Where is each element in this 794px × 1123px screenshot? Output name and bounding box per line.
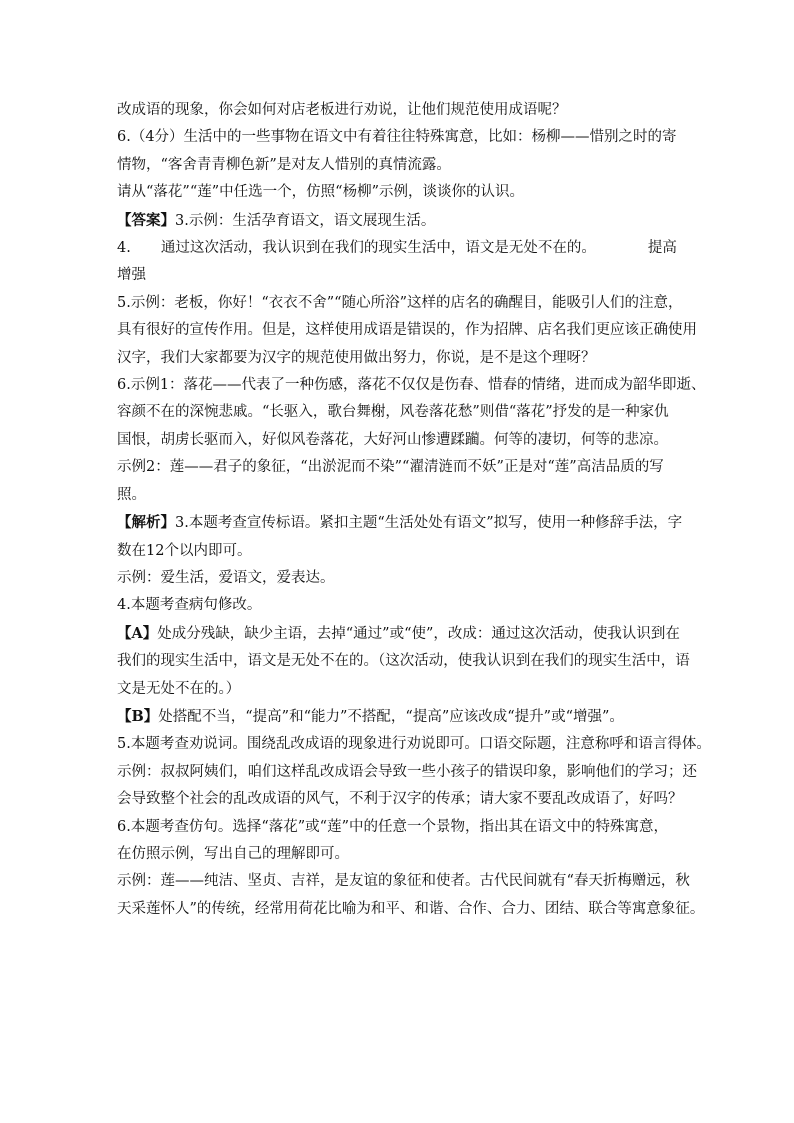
analysis-3-text: 3.本题考查宣传标语。紧扣主题“生活处处有语文”拟写，使用一种修辞手法，字 — [175, 515, 683, 532]
answer-4-line — [117, 235, 685, 262]
question-6-line-1: 6.（4分）生活中的一些事物在语文中有着往往特殊寓意，比如：杨柳——惜别之时的寄 — [117, 129, 677, 146]
answer-5-line-3: 汉字，我们大家都要为汉字的规范使用做出努力，你说，是不是这个理呀？ — [117, 349, 596, 366]
analysis-a-line-3: 文是无处不在的。） — [117, 680, 241, 697]
answer-6-line-3: 国恨，胡虏长驱而入，好似风卷落花，大好河山惨遭蹂躏。何等的凄切，何等的悲凉。 — [117, 431, 668, 448]
analysis-a-line-1 — [117, 620, 685, 648]
analysis-5-line-1: 5.本题考查劝说词。围绕乱改成语的现象进行劝说即可。口语交际题，注意称呼和语言得体。 — [117, 736, 711, 753]
answer-3-text: 3.示例：生活孕育语文，语文展现生活。 — [175, 212, 436, 229]
analysis-b-line — [117, 703, 685, 731]
analysis-a-text: 处成分残缺，缺少主语，去掉“通过”或“使”，改成：通过这次活动，使我认识到在 — [157, 625, 680, 642]
answer-4-number: 4. — [117, 240, 131, 257]
analysis-a-line-2: 我们的现实生活中，语文是无处不在的。（这次活动，使我认识到在我们的现实生活中，语 — [117, 653, 690, 670]
answer-4-text: 通过这次活动，我认识到在我们的现实生活中，语文是无处不在的。 — [160, 240, 596, 257]
analysis-b-text: 处搭配不当，“提高”和“能力”不搭配，“提高”应该改成“提升”或“增强”。 — [158, 708, 624, 725]
analysis-5-line-3: 会导致整个社会的乱改成语的风气，不利于汉字的传承；请大家不要乱改成语了，好吗？ — [117, 791, 683, 808]
answer-4-word-2: 增强 — [117, 267, 146, 284]
analysis-5-line-2: 示例：叔叔阿姨们，咱们这样乱改成语会导致一些小孩子的错误印象，影响他们的学习；还 — [117, 763, 697, 780]
analysis-line-2: 数在12个以内即可。 — [117, 542, 252, 559]
question-6-line-2: 情物，“客舍青青柳色新”是对友人惜别的真情流露。 — [117, 156, 451, 173]
answer-tag: 【答案】 — [117, 211, 175, 229]
question-6-line-3: 请从“落花”“莲”中任选一个，仿照“杨柳”示例，谈谈你的认识。 — [117, 184, 524, 201]
answer-6-line-1: 6.示例1：落花——代表了一种伤感，落花不仅仅是伤春、惜春的情绪，进而成为韶华即逝、 — [117, 377, 706, 394]
analysis-line-1 — [117, 509, 685, 537]
answer-3-line — [117, 207, 685, 235]
analysis-tag: 【解析】 — [117, 514, 175, 532]
answer-6-line-5: 照。 — [117, 486, 146, 503]
analysis-a-tag: 【A】 — [117, 624, 158, 642]
analysis-line-3: 示例：爱生活，爱语文，爱表达。 — [117, 569, 335, 586]
analysis-6-line-1: 6.本题考查仿句。选择“落花”或“莲”中的任意一个景物，指出其在语文中的特殊寓意， — [117, 818, 668, 835]
analysis-6-line-2: 在仿照示例，写出自己的理解即可。 — [117, 845, 349, 862]
answer-6-line-2: 容颜不在的深惋悲戚。“长驱入，歌台舞榭，风卷落花愁”则借“落花”抒发的是一种家仇 — [117, 404, 669, 421]
analysis-line-4: 4.本题考查病句修改。 — [117, 597, 262, 614]
answer-6-line-4: 示例2：莲——君子的象征，“出淤泥而不染”“濯清涟而不妖”正是对“莲”高洁品质的写 — [117, 459, 664, 476]
answer-4-word-1: 提高 — [647, 240, 677, 257]
analysis-6-line-4: 天采莲怀人”的传统，经常用荷花比喻为和平、和谐、合作、合力、团结、联合等寓意象征。 — [117, 900, 705, 917]
analysis-6-line-3: 示例：莲——纯洁、坚贞、吉祥，是友谊的象征和使者。古代民间就有“春天折梅赠远，秋 — [117, 873, 690, 890]
answer-5-line-2: 具有很好的宣传作用。但是，这样使用成语是错误的，作为招牌、店名我们更应该正确使用 — [117, 322, 697, 339]
question-line-1: 改成语的现象，你会如何对店老板进行劝说，让他们规范使用成语呢？ — [117, 102, 567, 118]
analysis-b-tag: 【B】 — [117, 707, 159, 725]
document-body — [117, 97, 711, 923]
answer-5-line-1: 5.示例：老板，你好！“衣衣不舍”“随心所浴”这样的店名的确醒目，能吸引人们的注意， — [117, 294, 683, 311]
